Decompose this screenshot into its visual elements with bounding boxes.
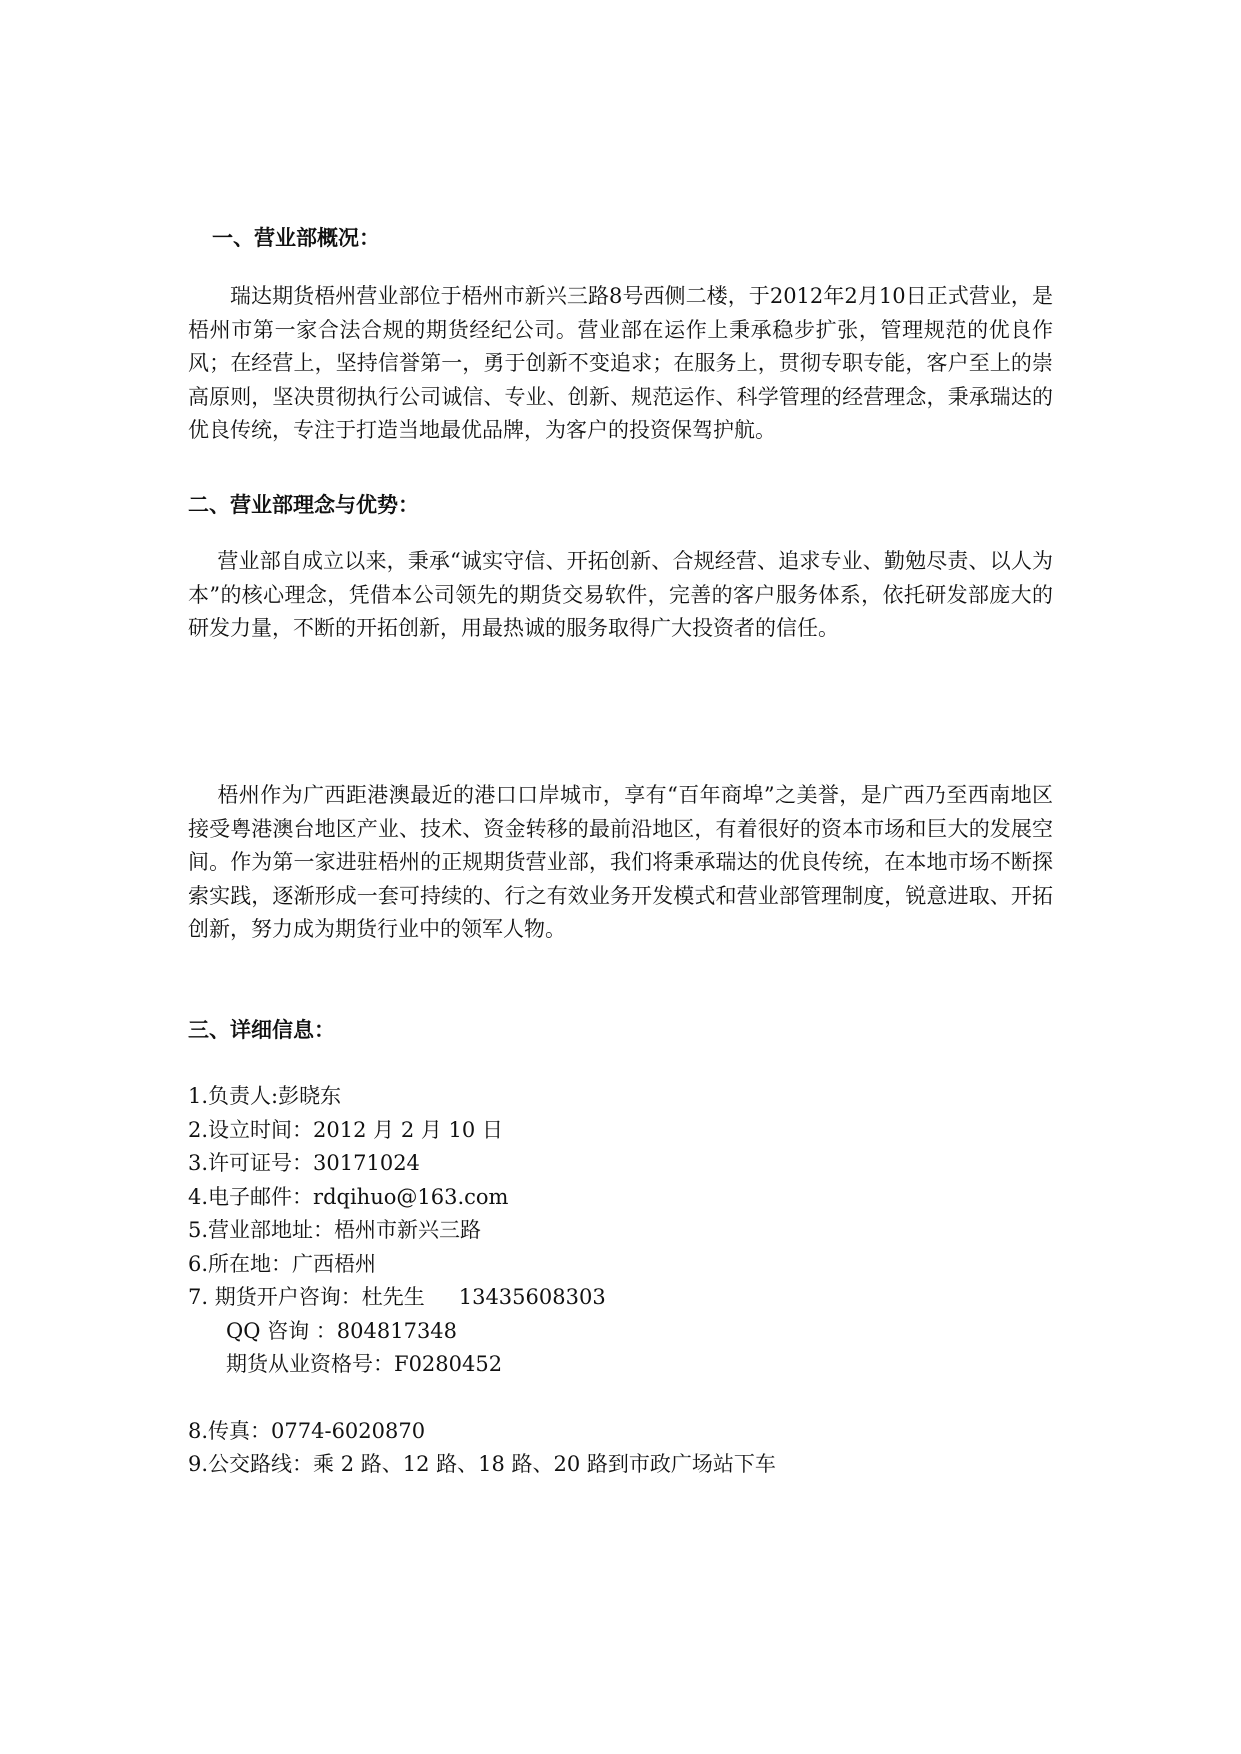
section1-heading: 一、营业部概况： — [212, 226, 380, 250]
detail-item — [188, 1281, 1088, 1315]
detail-item — [188, 1181, 1088, 1215]
detail-text: 9.公交路线：乘 2 路、12 路、18 路、20 路到市政广场站下车 — [188, 1452, 776, 1476]
detail-text: 8.传真：0774-6020870 — [188, 1418, 426, 1443]
detail-item — [188, 1114, 1088, 1148]
section3-heading: 三、详细信息： — [188, 1018, 335, 1042]
detail-item — [188, 1080, 1088, 1114]
detail-text: 7. 期货开户咨询：杜先生 — [188, 1285, 425, 1309]
section1-paragraph: 瑞达期货梧州营业部位于梧州市新兴三路8号西侧二楼，于2012年2月10日正式营业，是梧州市第一家合法合规的期货经纪公司。营业部在运作上秉承稳步扩张，管理规范的优良作风；在经营上，坚持信誉第一，勇于创新不变追求；在服务上，贯彻专职专能，客户至上的崇高原则，坚决贯彻执行公司诚信、专业、创新、规范运作、科学管理的经营理念，秉承瑞达的优良传统，专注于打造当地最优品牌，为客户的投资保驾护航。 — [188, 284, 1053, 443]
detail-text: 6.所在地：广西梧州 — [188, 1251, 377, 1276]
section2-paragraph2: 梧州作为广西距港澳最近的港口口岸城市，享有“百年商埠”之美誉，是广西乃至西南地区接受粤港澳台地区产业、技术、资金转移的最前沿地区，有着很好的资本市场和巨大的发展空间。作为第一家进驻梧州的正规期货营业部，我们将秉承瑞达的优良传统，在本地市场不断探索实践，逐渐形成一套可持续的、行之有效业务开发模式和营业部管理制度，锐意进取、开拓创新，努力成为期货行业中的领军人物。 — [188, 783, 1053, 942]
detail-item — [188, 1415, 1088, 1449]
detail-text: 5.营业部地址：梧州市新兴三路 — [188, 1218, 482, 1242]
section2-heading: 二、营业部理念与优势： — [188, 493, 419, 517]
detail-item — [188, 1315, 1088, 1349]
contact-phone: 13435608303 — [458, 1285, 606, 1309]
detail-item — [188, 1448, 1088, 1482]
detail-text: 2.设立时间：2012 月 2 月 10 日 — [188, 1117, 503, 1142]
detail-text: 期货从业资格号：F0280452 — [226, 1352, 503, 1376]
detail-item — [188, 1248, 1088, 1282]
detail-text: 4.电子邮件：rdqihuo@163.com — [188, 1184, 509, 1209]
detail-item — [188, 1147, 1088, 1181]
detail-item — [188, 1348, 1088, 1382]
detail-item — [188, 1214, 1088, 1248]
section2-paragraph1: 营业部自成立以来，秉承“诚实守信、开拓创新、合规经营、追求专业、勤勉尽责、以人为本”的核心理念，凭借本公司领先的期货交易软件，完善的客户服务体系，依托研发部庞大的研发力量，不断的开拓创新，用最热诚的服务取得广大投资者的信任。 — [188, 549, 1053, 641]
detail-text: 3.许可证号：30171024 — [188, 1151, 420, 1175]
spacer — [188, 1382, 1088, 1415]
detail-text: 1.负责人:彭晓东 — [188, 1084, 342, 1108]
details-list — [188, 1080, 1088, 1482]
detail-text: QQ 咨询 ：804817348 — [226, 1318, 458, 1343]
